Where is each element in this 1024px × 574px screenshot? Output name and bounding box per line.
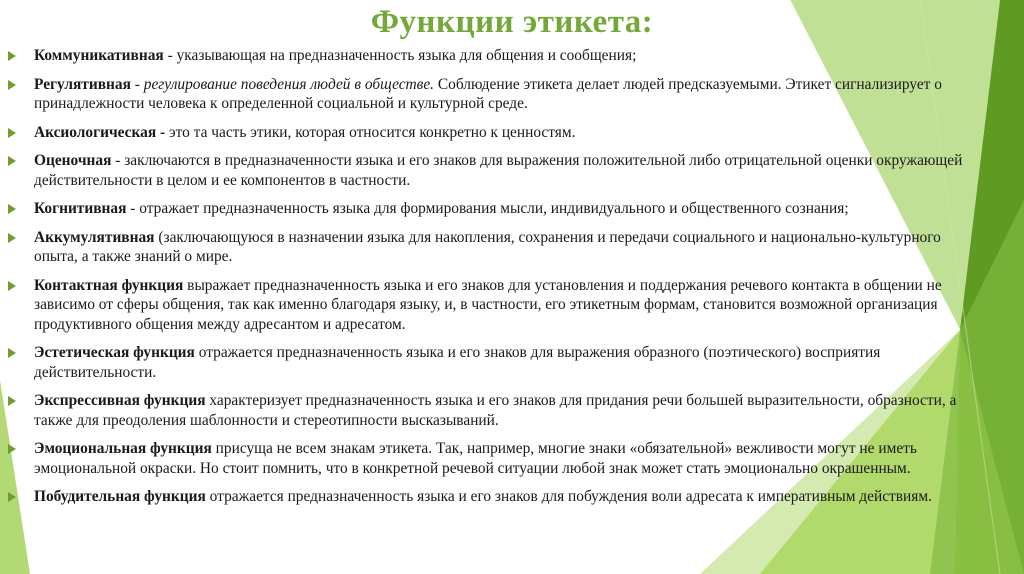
item-text: выражает предназначенность языка и его знаков для установления и поддержания речевого контакта в общении не зависимо от сферы общения, так как именно благодаря языку, и, в частности, его этикетным формам, становится возможной организация продуктивного общения между адресантом и адресатом. <box>34 276 942 333</box>
item-text: характеризует предназначенность языка и его знаков для придания речи большей выразительности, образности, а также для преодоления шаблонности и стереотипности высказываний. <box>34 392 957 429</box>
item-term: Эмоциональная функция <box>34 440 212 457</box>
list-item <box>8 276 983 335</box>
triangle-bullet-icon <box>8 51 16 61</box>
item-term: Регулятивная <box>34 75 131 93</box>
item-term: Побудительная функция <box>34 488 206 505</box>
function-list <box>8 46 983 516</box>
list-item <box>8 487 983 507</box>
list-item <box>8 46 983 66</box>
list-item <box>8 343 983 382</box>
item-term: Экспрессивная функция <box>34 392 206 409</box>
list-item <box>8 199 983 219</box>
item-term: Когнитивная <box>34 200 127 217</box>
item-text: (заключающуюся в назначении языка для накопления, сохранения и передачи социального и национально-культурного опыта, а также знаний о мире. <box>34 228 941 265</box>
triangle-bullet-icon <box>8 348 16 358</box>
item-term: Коммуникативная <box>34 47 164 64</box>
item-term: Аккумулятивная <box>34 228 155 246</box>
item-term: Эстетическая функция <box>34 344 195 361</box>
item-text: - указывающая на предназначенность языка для общения и сообщения; <box>163 47 637 64</box>
list-item <box>8 123 983 143</box>
triangle-bullet-icon <box>8 204 16 214</box>
item-text: это та часть этики, которая относится конкретно к ценностям. <box>165 123 576 141</box>
item-text: присуща не всем знакам этикета. Так, например, многие знаки «обязательной» вежливости могут не иметь эмоциональной окраски. Но стоит помнить, что в конкретной речевой ситуации любой знак может стать эмоционально окрашенным. <box>34 440 917 477</box>
triangle-bullet-icon <box>8 156 16 166</box>
item-text: - отражает предназначенность языка для формирования мысли, индивидуального и общественного сознания; <box>126 200 849 217</box>
list-item <box>8 439 983 478</box>
list-item <box>8 75 983 114</box>
slide-title: Функции этикета: <box>370 4 654 40</box>
triangle-bullet-icon <box>8 281 16 291</box>
item-term: Аксиологическая - <box>34 123 166 141</box>
list-item <box>8 151 983 190</box>
triangle-bullet-icon <box>8 80 16 90</box>
item-italic: - регулирование поведения людей в обществе. <box>130 75 435 93</box>
triangle-bullet-icon <box>8 396 16 406</box>
item-text: отражается предназначенность языка и его знаков для побуждения воли адресата к императивным действиям. <box>205 488 932 505</box>
triangle-bullet-icon <box>8 233 16 243</box>
list-item <box>8 228 983 267</box>
item-text: - заключаются в предназначенности языка и его знаков для выражения положительной либо отрицательной оценки окружающей действительности в целом и ее компонентов в частности. <box>34 152 963 189</box>
item-text: отражается предназначенность языка и его знаков для выражения образного (поэтического) восприятия действительности. <box>34 344 881 381</box>
triangle-bullet-icon <box>8 444 16 454</box>
triangle-bullet-icon <box>8 492 16 502</box>
item-text: Соблюдение этикета делает людей предсказуемыми. Этикет сигнализирует о принадлежности человека к определенной социальной и культурной среде. <box>34 75 942 112</box>
list-item <box>8 391 983 430</box>
item-term: Контактная функция <box>34 276 184 294</box>
item-term: Оценочная <box>34 152 112 169</box>
triangle-bullet-icon <box>8 128 16 138</box>
